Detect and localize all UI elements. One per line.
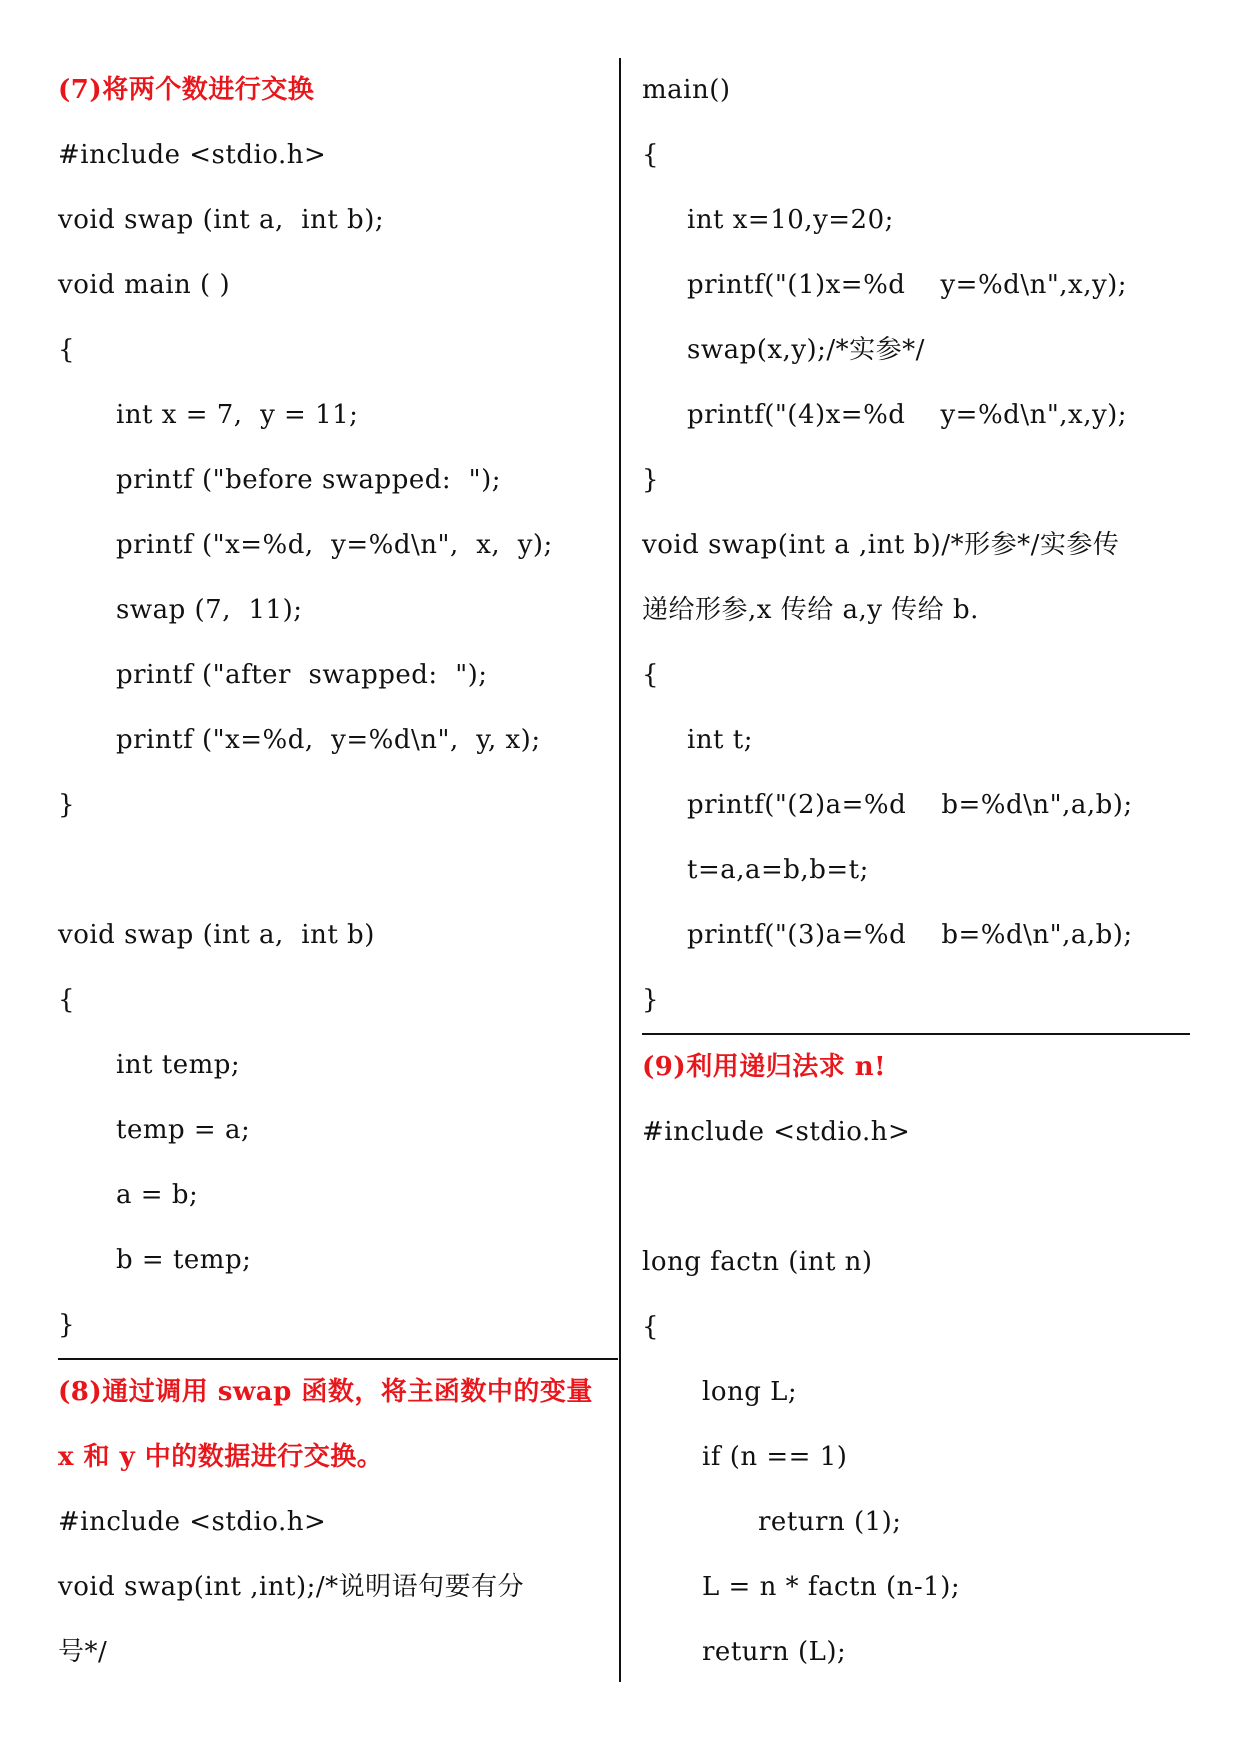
code-line: return (1); bbox=[758, 1507, 902, 1537]
code-line: main() bbox=[642, 75, 731, 105]
section-8-title: (8)通过调用 swap 函数，将主函数中的变量 bbox=[58, 1377, 593, 1407]
code-line: int x=10,y=20; bbox=[687, 205, 894, 235]
code-line: { bbox=[58, 335, 76, 365]
blank-line bbox=[642, 1165, 1190, 1230]
code-line: { bbox=[642, 660, 660, 690]
code-line: swap(x,y);/*实参*/ bbox=[687, 335, 925, 365]
code-line: printf("(1)x=%d y=%d\n",x,y); bbox=[687, 270, 1128, 300]
code-line: t=a,a=b,b=t; bbox=[687, 855, 869, 885]
code-line: printf ("x=%d, y=%d\n", x, y); bbox=[116, 530, 553, 560]
code-line: { bbox=[58, 985, 76, 1015]
blank-line bbox=[58, 838, 618, 903]
code-line: } bbox=[58, 1310, 76, 1340]
section-7-title: (7)将两个数进行交换 bbox=[58, 75, 315, 105]
code-line: void swap (int a, int b) bbox=[58, 920, 375, 950]
code-line: int x = 7, y = 11; bbox=[116, 400, 359, 430]
code-line: printf ("x=%d, y=%d\n", y, x); bbox=[116, 725, 541, 755]
code-line: } bbox=[642, 465, 660, 495]
code-line: if (n == 1) bbox=[702, 1442, 848, 1472]
code-line: swap (7, 11); bbox=[116, 595, 303, 625]
section-9-title: (9)利用递归法求 n! bbox=[642, 1052, 887, 1082]
code-line: } bbox=[642, 985, 660, 1015]
code-line: printf("(4)x=%d y=%d\n",x,y); bbox=[687, 400, 1128, 430]
code-line: { bbox=[642, 140, 660, 170]
code-line: int temp; bbox=[116, 1050, 241, 1080]
code-line: void main ( ) bbox=[58, 270, 231, 300]
code-line: void swap(int a ,int b)/*形参*/实参传 bbox=[642, 530, 1120, 560]
code-line: long L; bbox=[702, 1377, 798, 1407]
code-line: a = b; bbox=[116, 1180, 199, 1210]
column-divider bbox=[619, 58, 621, 1682]
left-column bbox=[58, 58, 618, 1685]
code-line: #include <stdio.h> bbox=[58, 1507, 327, 1537]
code-line: L = n * factn (n-1); bbox=[702, 1572, 961, 1602]
code-line: 递给形参,x 传给 a,y 传给 b. bbox=[642, 595, 979, 625]
code-line: long factn (int n) bbox=[642, 1247, 873, 1277]
code-line: #include <stdio.h> bbox=[642, 1117, 911, 1147]
code-line: printf("(3)a=%d b=%d\n",a,b); bbox=[687, 920, 1133, 950]
code-line: b = temp; bbox=[116, 1245, 252, 1275]
code-line: void swap (int a, int b); bbox=[58, 205, 385, 235]
code-line: { bbox=[642, 1312, 660, 1342]
code-line: return (L); bbox=[702, 1637, 847, 1667]
code-line: printf ("after swapped: "); bbox=[116, 660, 488, 690]
code-line: void swap(int ,int);/*说明语句要有分 bbox=[58, 1572, 525, 1602]
code-line: printf("(2)a=%d b=%d\n",a,b); bbox=[687, 790, 1133, 820]
code-line: printf ("before swapped: "); bbox=[116, 465, 502, 495]
code-line: temp = a; bbox=[116, 1115, 251, 1145]
code-line: int t; bbox=[687, 725, 753, 755]
code-line: 号*/ bbox=[58, 1637, 108, 1667]
right-column bbox=[642, 58, 1190, 1685]
section-8-title-continued: x 和 y 中的数据进行交换。 bbox=[58, 1442, 384, 1472]
code-line: } bbox=[58, 790, 76, 820]
code-line: #include <stdio.h> bbox=[58, 140, 327, 170]
